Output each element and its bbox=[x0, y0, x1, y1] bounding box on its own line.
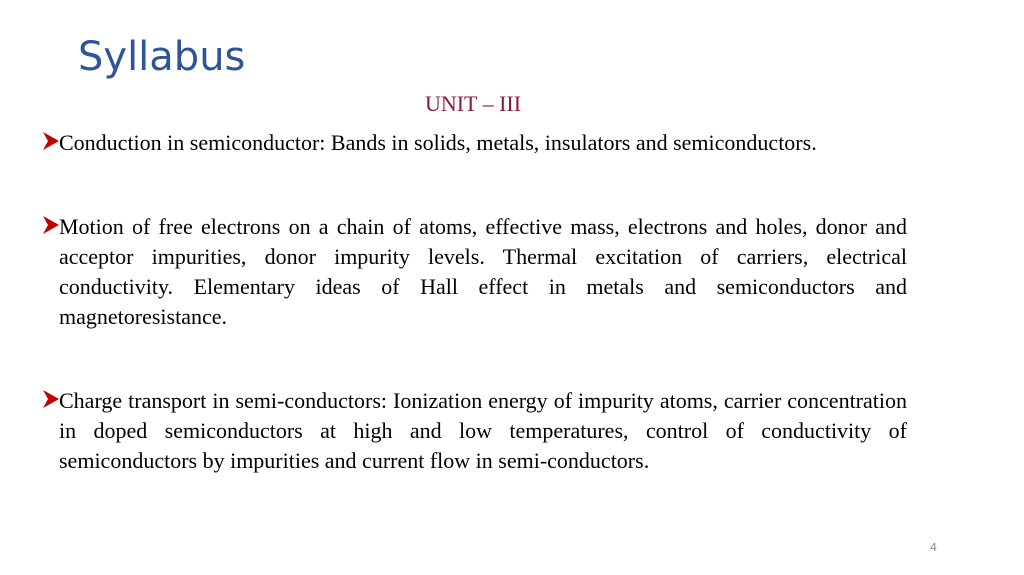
bullet-list bbox=[42, 128, 907, 476]
bullet-text: Charge transport in semi-conductors: Ionization energy of impurity atoms, carrier concentration in doped semiconductors at high and low temperatures, control of conductivity of semiconductors by impurities and current flow in semi-conductors. bbox=[59, 388, 907, 473]
arrowhead-bullet-icon bbox=[42, 389, 60, 409]
unit-heading: UNIT – III bbox=[424, 91, 522, 116]
arrowhead-bullet-icon bbox=[42, 215, 60, 235]
bullet-item bbox=[42, 212, 907, 332]
slide-title: Syllabus bbox=[78, 34, 246, 80]
arrowhead-bullet-icon bbox=[42, 131, 60, 151]
bullet-item bbox=[42, 386, 907, 476]
page-number: 4 bbox=[930, 541, 937, 554]
bullet-item bbox=[42, 128, 907, 158]
bullet-text: Conduction in semiconductor: Bands in solids, metals, insulators and semiconductors. bbox=[59, 130, 817, 155]
bullet-text: Motion of free electrons on a chain of atoms, effective mass, electrons and holes, donor and acceptor impurities, donor impurity levels. Thermal excitation of carriers, electrical conductivity. Elementary ideas of Hall effect in metals and semiconductors and magnetoresistance. bbox=[59, 214, 907, 329]
